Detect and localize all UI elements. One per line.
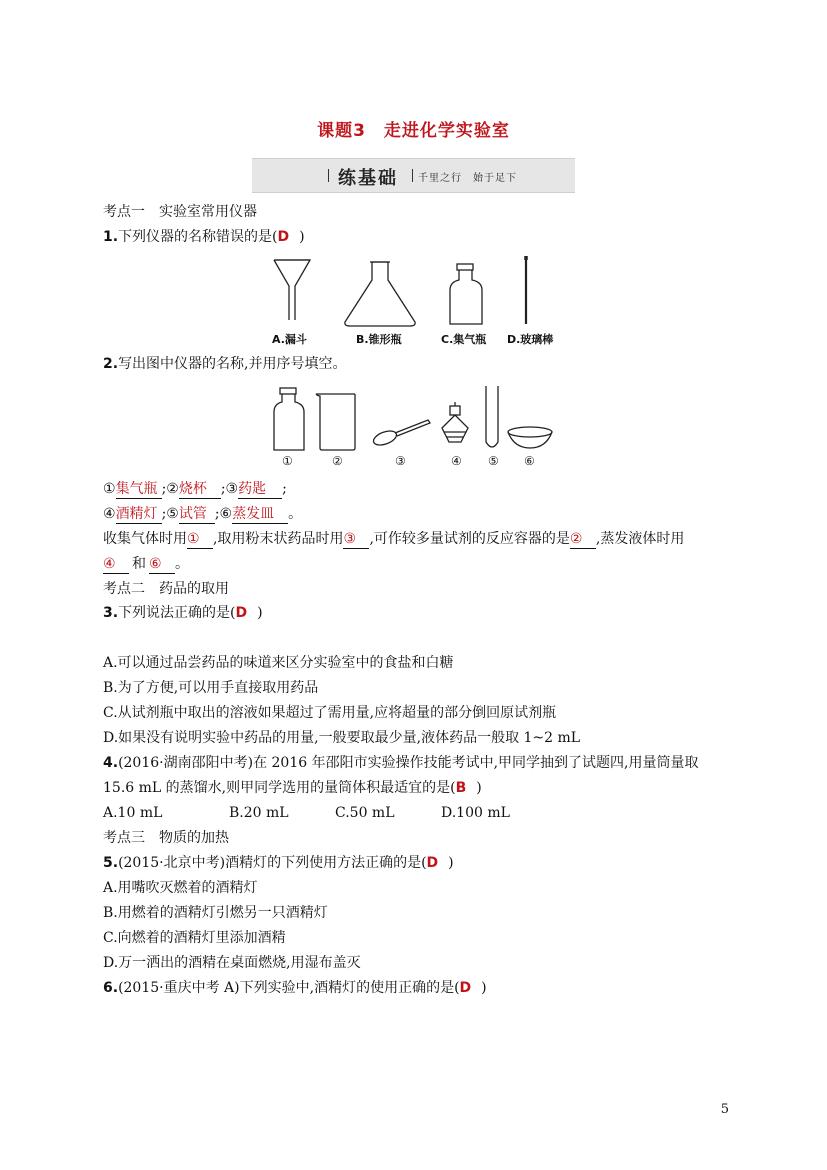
caption-a: A.漏斗 [272,333,307,346]
alcohol-lamp-icon [442,402,468,442]
question-text: 15.6 mL 的蒸馏水,则甲同学选用的量筒体积最适宜的是( [103,780,456,796]
label-6: ⑥ [524,454,535,468]
question-text: 下列说法正确的是( [118,605,236,621]
blank-label: ① [103,481,116,497]
option: B.用燃着的酒精灯引燃另一只酒精灯 [103,905,328,921]
caption-c: C.集气瓶 [441,333,487,346]
label-4: ④ [451,454,462,468]
answer-blank: ② [570,530,596,549]
blank-label: ;⑥ [214,506,233,522]
question-number: 2. [103,356,119,372]
option: D.万一洒出的酒精在桌面燃烧,用湿布盖灭 [103,955,361,971]
option: A.10 mL [103,805,163,821]
option: C.向燃着的酒精灯里添加酒精 [103,930,286,946]
gas-bottle-icon [274,388,304,450]
fill-text: ,可作较多量试剂的反应容器的是 [369,531,570,547]
q1-figure [260,250,560,330]
spoon-icon [372,420,430,448]
question-4 [103,754,699,772]
test-tube-icon [486,386,498,447]
answer-blank: 蒸发皿 [232,505,288,524]
question-6 [103,979,487,997]
paren: ) [257,605,263,621]
answer-blank: ⑥ [149,555,175,574]
fill-text: 和 [132,556,146,572]
option: C.50 mL [335,805,395,821]
answer-blank: 烧杯 [179,480,221,499]
blank-label: ;③ [220,481,239,497]
fill-text: 收集气体时用 [103,531,187,547]
paren: ) [481,980,487,996]
label-2: ② [332,454,343,468]
paren: ) [476,780,482,796]
funnel-icon [274,260,310,320]
banner-main: 练基础 [338,168,398,189]
gas-bottle-icon [450,264,482,324]
option: C.从试剂瓶中取出的溶液如果超过了需用量,应将超量的部分倒回原试剂瓶 [103,705,557,721]
question-4-line-2 [103,779,482,797]
answer: D [459,980,472,996]
question-text: (2016·湖南邵阳中考)在 2016 年邵阳市实验操作技能考试中,甲同学抽到了试题四,用量筒量取 [118,755,699,771]
caption-b: B.锥形瓶 [356,333,402,346]
fill-text: ,蒸发液体时用 [595,531,685,547]
blank-label: ;② [161,481,179,497]
answer: D [277,229,290,245]
answer-blank: ① [187,530,213,549]
banner-divider [412,169,413,182]
conical-flask-icon [345,262,415,326]
banner-sub: 千里之行 始于足下 [418,173,517,184]
question-text: 写出图中仪器的名称,并用序号填空。 [118,356,347,372]
answer-blank: 试管 [179,505,215,524]
banner-divider [328,169,329,182]
question-2 [103,355,347,373]
paren: ) [299,229,305,245]
punctuation: 。 [288,506,303,522]
question-number: 6. [103,980,119,996]
option: D.100 mL [441,805,510,821]
question-3 [103,604,263,622]
question-5 [103,854,454,872]
q2-figure [268,380,568,455]
option: A.用嘴吹灭燃着的酒精灯 [103,880,258,896]
paren: ) [448,855,454,871]
question-text: (2015·重庆中考 A)下列实验中,酒精灯的使用正确的是( [118,980,460,996]
label-5: ⑤ [488,454,499,468]
page-number: 5 [720,1102,729,1117]
label-1: ① [282,454,293,468]
answer: D [426,855,439,871]
label-3: ③ [395,454,406,468]
page-title: 课题3 走进化学实验室 [317,121,510,141]
answer-blank: 药匙 [238,480,282,499]
answer: D [235,605,248,621]
answer-blank: 集气瓶 [116,480,162,499]
q2-answer-row-4 [103,555,189,574]
fill-text: 。 [175,556,189,572]
answer: B [455,780,467,796]
section-heading-3: 考点三 物质的加热 [103,830,229,846]
fill-text: ,取用粉末状药品时用 [213,531,344,547]
caption-d: D.玻璃棒 [507,333,554,346]
beaker-icon [316,394,355,450]
answer-blank: 酒精灯 [116,505,162,524]
q2-answer-row-2 [103,505,302,524]
question-number: 5. [103,855,119,871]
question-number: 1. [103,229,119,245]
option: A.可以通过品尝药品的味道来区分实验室中的食盐和白糖 [103,655,454,671]
section-heading-2: 考点二 药品的取用 [103,581,229,597]
option: B.为了方便,可以用手直接取用药品 [103,680,319,696]
section-banner [252,158,575,193]
q2-answer-row-3 [103,530,684,549]
question-number: 3. [103,605,119,621]
evaporating-dish-icon [508,427,552,448]
question-1 [103,228,305,246]
question-text: 下列仪器的名称错误的是( [118,229,278,245]
blank-label: ;⑤ [161,506,179,522]
option: D.如果没有说明实验中药品的用量,一般要取最少量,液体药品一般取 1~2 mL [103,730,581,746]
question-number: 4. [103,755,119,771]
blank-label: ④ [103,506,116,522]
option: B.20 mL [229,805,289,821]
q2-answer-row-1 [103,480,287,499]
answer-blank: ③ [343,530,369,549]
question-text: (2015·北京中考)酒精灯的下列使用方法正确的是( [118,855,427,871]
q4-options [103,804,510,822]
answer-blank: ④ [103,555,129,574]
punctuation: ; [282,481,287,497]
section-heading-1: 考点一 实验室常用仪器 [103,204,257,220]
